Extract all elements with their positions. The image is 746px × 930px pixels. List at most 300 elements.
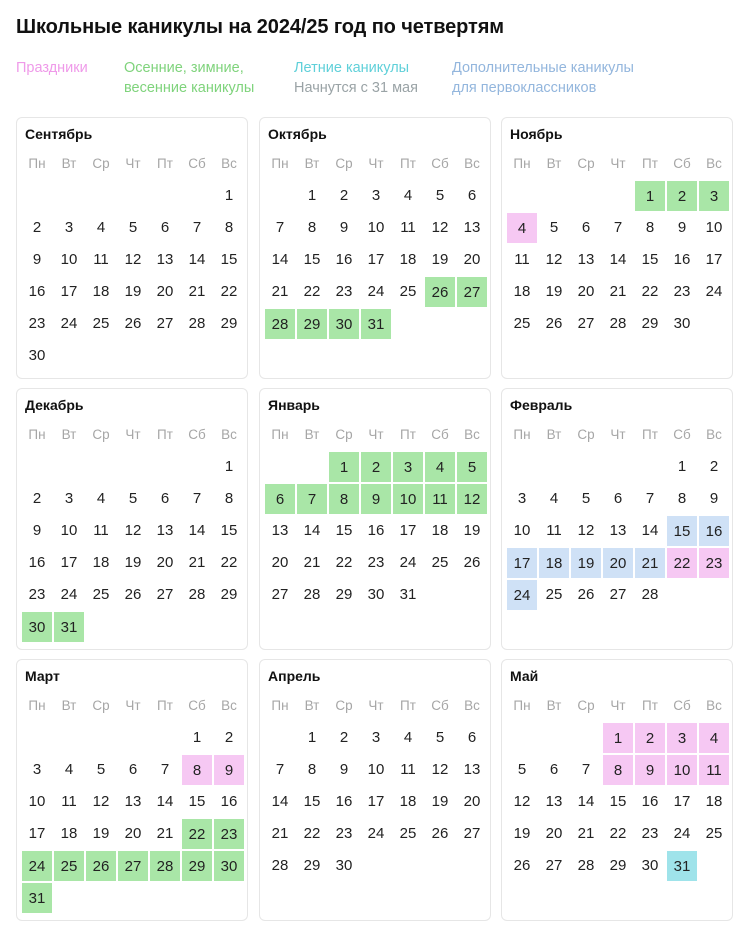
weekday-label: Вт — [61, 427, 77, 442]
month-card — [259, 117, 491, 379]
day-cell: 5 — [435, 729, 445, 746]
day-cell: 31 — [21, 882, 53, 914]
day-cell: 19 — [124, 554, 142, 571]
day-cell: 13 — [156, 522, 174, 539]
weekday-label: Пт — [157, 427, 173, 442]
weekday-label: Ср — [335, 698, 353, 713]
day-cell: 28 — [577, 857, 595, 874]
weekday-label: Чт — [125, 698, 141, 713]
day-cell: 1 — [328, 451, 360, 483]
day-cell: 9 — [213, 754, 245, 786]
day-cell: 30 — [367, 586, 385, 603]
weekday-label: Чт — [125, 156, 141, 171]
weekday-label: Пн — [28, 698, 46, 713]
day-cell: 16 — [335, 793, 353, 810]
day-cell: 16 — [220, 793, 238, 810]
day-cell: 24 — [367, 825, 385, 842]
day-cell: 1 — [307, 187, 317, 204]
day-cell: 4 — [403, 729, 413, 746]
day-cell: 1 — [677, 458, 687, 475]
day-cell: 12 — [92, 793, 110, 810]
weekday-label: Чт — [610, 156, 626, 171]
weekday-label: Вт — [304, 156, 320, 171]
day-cell: 22 — [609, 825, 627, 842]
day-cell: 6 — [467, 187, 477, 204]
day-cell: 28 — [303, 586, 321, 603]
day-cell: 9 — [634, 754, 666, 786]
day-cell: 7 — [275, 761, 285, 778]
day-cell: 6 — [264, 483, 296, 515]
day-cell: 16 — [28, 554, 46, 571]
day-cell: 28 — [188, 315, 206, 332]
day-cell: 2 — [360, 451, 392, 483]
day-cell: 4 — [403, 187, 413, 204]
day-cell: 29 — [296, 308, 328, 340]
day-cell: 17 — [399, 522, 417, 539]
day-cell: 24 — [60, 586, 78, 603]
day-cell: 19 — [431, 793, 449, 810]
day-cell: 7 — [192, 219, 202, 236]
day-cell: 27 — [463, 825, 481, 842]
day-cell: 26 — [513, 857, 531, 874]
day-cell: 1 — [307, 729, 317, 746]
day-cell: 22 — [220, 554, 238, 571]
day-cell: 17 — [705, 251, 723, 268]
month-name: Сентябрь — [25, 126, 93, 142]
day-cell: 4 — [96, 219, 106, 236]
day-cell: 19 — [545, 283, 563, 300]
day-cell: 4 — [424, 451, 456, 483]
legend-holidays-label: Праздники — [16, 60, 88, 76]
month-name: Октябрь — [268, 126, 327, 142]
day-cell: 12 — [124, 251, 142, 268]
day-cell: 14 — [303, 522, 321, 539]
day-cell: 11 — [400, 219, 416, 236]
day-cell: 5 — [435, 187, 445, 204]
day-cell: 7 — [613, 219, 623, 236]
day-cell: 8 — [181, 754, 213, 786]
day-cell: 5 — [128, 219, 138, 236]
weekday-label: Чт — [610, 698, 626, 713]
weekday-label: Чт — [610, 427, 626, 442]
day-cell: 25 — [513, 315, 531, 332]
day-cell: 13 — [463, 761, 481, 778]
day-cell: 9 — [360, 483, 392, 515]
day-cell: 27 — [117, 850, 149, 882]
day-cell: 18 — [92, 554, 110, 571]
weekday-label: Ср — [577, 156, 595, 171]
day-cell: 14 — [188, 251, 206, 268]
day-cell: 2 — [339, 187, 349, 204]
month-name: Апрель — [268, 668, 321, 684]
day-cell: 28 — [264, 308, 296, 340]
day-cell: 22 — [303, 283, 321, 300]
day-cell: 8 — [645, 219, 655, 236]
day-cell: 2 — [634, 722, 666, 754]
day-cell: 12 — [577, 522, 595, 539]
day-cell: 28 — [188, 586, 206, 603]
day-cell: 18 — [60, 825, 78, 842]
day-cell: 23 — [213, 818, 245, 850]
day-cell: 24 — [21, 850, 53, 882]
weekday-label: Пн — [28, 427, 46, 442]
day-cell: 26 — [463, 554, 481, 571]
weekday-label: Сб — [673, 698, 691, 713]
weekday-label: Пт — [400, 156, 416, 171]
legend-summer-break-line1: Летние каникулы — [294, 60, 410, 76]
day-cell: 23 — [335, 283, 353, 300]
day-cell: 21 — [188, 283, 206, 300]
day-cell: 24 — [673, 825, 691, 842]
weekday-label: Сб — [431, 427, 449, 442]
day-cell: 3 — [64, 490, 74, 507]
day-cell: 20 — [545, 825, 563, 842]
day-cell: 9 — [677, 219, 687, 236]
day-cell: 19 — [431, 251, 449, 268]
weekday-label: Чт — [125, 427, 141, 442]
day-cell: 19 — [124, 283, 142, 300]
day-cell: 15 — [609, 793, 627, 810]
day-cell: 26 — [431, 825, 449, 842]
day-cell: 10 — [513, 522, 531, 539]
weekday-label: Вт — [546, 698, 562, 713]
day-cell: 14 — [577, 793, 595, 810]
day-cell: 25 — [545, 586, 563, 603]
day-cell: 20 — [463, 251, 481, 268]
day-cell: 29 — [641, 315, 659, 332]
day-cell: 7 — [645, 490, 655, 507]
month-card — [501, 388, 733, 650]
weekday-label: Пн — [513, 156, 531, 171]
day-cell: 21 — [271, 283, 289, 300]
day-cell: 1 — [634, 180, 666, 212]
day-cell: 14 — [188, 522, 206, 539]
weekday-label: Пн — [513, 698, 531, 713]
day-cell: 18 — [705, 793, 723, 810]
day-cell: 16 — [641, 793, 659, 810]
day-cell: 11 — [93, 251, 109, 268]
day-cell: 2 — [339, 729, 349, 746]
day-cell: 3 — [666, 722, 698, 754]
weekday-label: Вт — [546, 427, 562, 442]
day-cell: 8 — [224, 490, 234, 507]
day-cell: 17 — [60, 554, 78, 571]
day-cell: 12 — [124, 522, 142, 539]
day-cell: 10 — [367, 761, 385, 778]
weekday-label: Вт — [304, 698, 320, 713]
day-cell: 20 — [156, 554, 174, 571]
legend-first-graders — [452, 58, 634, 98]
day-cell: 7 — [296, 483, 328, 515]
day-cell: 27 — [156, 315, 174, 332]
day-cell: 17 — [367, 251, 385, 268]
day-cell: 12 — [545, 251, 563, 268]
day-cell: 3 — [517, 490, 527, 507]
day-cell: 11 — [546, 522, 562, 539]
day-cell: 9 — [339, 761, 349, 778]
day-cell: 20 — [156, 283, 174, 300]
day-cell: 28 — [641, 586, 659, 603]
weekday-label: Пт — [157, 698, 173, 713]
day-cell: 21 — [188, 554, 206, 571]
day-cell: 9 — [709, 490, 719, 507]
weekday-label: Вс — [706, 698, 722, 713]
day-cell: 6 — [581, 219, 591, 236]
day-cell: 27 — [577, 315, 595, 332]
day-cell: 31 — [53, 611, 85, 643]
weekday-label: Ср — [92, 156, 110, 171]
day-cell: 16 — [698, 515, 730, 547]
day-cell: 10 — [60, 251, 78, 268]
day-cell: 20 — [271, 554, 289, 571]
day-cell: 22 — [335, 554, 353, 571]
day-cell: 23 — [367, 554, 385, 571]
day-cell: 11 — [698, 754, 730, 786]
day-cell: 8 — [677, 490, 687, 507]
day-cell: 25 — [431, 554, 449, 571]
day-cell: 13 — [609, 522, 627, 539]
day-cell: 27 — [456, 276, 488, 308]
day-cell: 8 — [602, 754, 634, 786]
day-cell: 25 — [705, 825, 723, 842]
day-cell: 26 — [85, 850, 117, 882]
weekday-label: Сб — [673, 156, 691, 171]
day-cell: 25 — [399, 283, 417, 300]
day-cell: 23 — [28, 586, 46, 603]
month-card — [501, 117, 733, 379]
day-cell: 1 — [192, 729, 202, 746]
day-cell: 5 — [456, 451, 488, 483]
weekday-label: Пт — [157, 156, 173, 171]
day-cell: 18 — [92, 283, 110, 300]
month-name: Май — [510, 668, 539, 684]
month-card — [501, 659, 733, 921]
day-cell: 27 — [271, 586, 289, 603]
weekday-label: Чт — [368, 156, 384, 171]
day-cell: 15 — [666, 515, 698, 547]
day-cell: 5 — [581, 490, 591, 507]
day-cell: 23 — [335, 825, 353, 842]
day-cell: 11 — [93, 522, 109, 539]
day-cell: 18 — [399, 251, 417, 268]
weekday-label: Чт — [368, 427, 384, 442]
day-cell: 17 — [506, 547, 538, 579]
legend-school-breaks-line1: Осенние, зимние, — [124, 60, 244, 76]
day-cell: 9 — [339, 219, 349, 236]
day-cell: 22 — [666, 547, 698, 579]
weekday-label: Вс — [464, 156, 480, 171]
day-cell: 22 — [641, 283, 659, 300]
day-cell: 24 — [60, 315, 78, 332]
day-cell: 13 — [156, 251, 174, 268]
day-cell: 21 — [156, 825, 174, 842]
day-cell: 16 — [367, 522, 385, 539]
month-card — [259, 659, 491, 921]
day-cell: 25 — [53, 850, 85, 882]
day-cell: 28 — [271, 857, 289, 874]
day-cell: 24 — [705, 283, 723, 300]
day-cell: 29 — [181, 850, 213, 882]
day-cell: 16 — [673, 251, 691, 268]
day-cell: 13 — [577, 251, 595, 268]
day-cell: 4 — [506, 212, 538, 244]
day-cell: 7 — [275, 219, 285, 236]
weekday-label: Вс — [221, 427, 237, 442]
day-cell: 2 — [32, 219, 42, 236]
day-cell: 30 — [335, 857, 353, 874]
weekday-label: Ср — [335, 156, 353, 171]
day-cell: 30 — [673, 315, 691, 332]
day-cell: 22 — [303, 825, 321, 842]
day-cell: 24 — [399, 554, 417, 571]
day-cell: 11 — [514, 251, 530, 268]
day-cell: 12 — [456, 483, 488, 515]
day-cell: 16 — [28, 283, 46, 300]
weekday-label: Пн — [28, 156, 46, 171]
month-name: Февраль — [510, 397, 573, 413]
weekday-label: Пн — [271, 427, 289, 442]
page-title: Школьные каникулы на 2024/25 год по четвертям — [16, 16, 504, 38]
legend-school-breaks-line2: весенние каникулы — [124, 80, 255, 96]
weekday-label: Сб — [431, 156, 449, 171]
day-cell: 8 — [224, 219, 234, 236]
day-cell: 19 — [463, 522, 481, 539]
day-cell: 26 — [124, 315, 142, 332]
day-cell: 31 — [666, 850, 698, 882]
day-cell: 18 — [538, 547, 570, 579]
day-cell: 13 — [271, 522, 289, 539]
month-name: Ноябрь — [510, 126, 563, 142]
day-cell: 27 — [156, 586, 174, 603]
weekday-label: Пт — [642, 427, 658, 442]
day-cell: 2 — [224, 729, 234, 746]
month-card — [259, 388, 491, 650]
day-cell: 23 — [673, 283, 691, 300]
weekday-label: Вт — [304, 427, 320, 442]
day-cell: 29 — [335, 586, 353, 603]
day-cell: 10 — [28, 793, 46, 810]
day-cell: 14 — [271, 793, 289, 810]
day-cell: 21 — [634, 547, 666, 579]
day-cell: 11 — [61, 793, 77, 810]
day-cell: 18 — [399, 793, 417, 810]
day-cell: 29 — [220, 586, 238, 603]
day-cell: 10 — [367, 219, 385, 236]
weekday-label: Пн — [513, 427, 531, 442]
day-cell: 28 — [609, 315, 627, 332]
day-cell: 18 — [513, 283, 531, 300]
month-card — [16, 117, 248, 379]
day-cell: 30 — [28, 347, 46, 364]
day-cell: 5 — [517, 761, 527, 778]
day-cell: 5 — [549, 219, 559, 236]
day-cell: 13 — [124, 793, 142, 810]
day-cell: 18 — [431, 522, 449, 539]
day-cell: 1 — [224, 187, 234, 204]
day-cell: 5 — [96, 761, 106, 778]
weekday-label: Вс — [464, 698, 480, 713]
day-cell: 26 — [124, 586, 142, 603]
day-cell: 15 — [641, 251, 659, 268]
month-name: Январь — [268, 397, 320, 413]
day-cell: 1 — [224, 458, 234, 475]
day-cell: 25 — [399, 825, 417, 842]
day-cell: 13 — [545, 793, 563, 810]
day-cell: 15 — [303, 251, 321, 268]
day-cell: 10 — [392, 483, 424, 515]
day-cell: 30 — [641, 857, 659, 874]
weekday-label: Пт — [400, 427, 416, 442]
day-cell: 19 — [570, 547, 602, 579]
weekday-label: Ср — [577, 427, 595, 442]
day-cell: 2 — [666, 180, 698, 212]
day-cell: 26 — [577, 586, 595, 603]
day-cell: 29 — [303, 857, 321, 874]
day-cell: 14 — [641, 522, 659, 539]
day-cell: 3 — [698, 180, 730, 212]
day-cell: 7 — [160, 761, 170, 778]
day-cell: 8 — [307, 761, 317, 778]
day-cell: 19 — [92, 825, 110, 842]
weekday-label: Вс — [221, 698, 237, 713]
legend-first-graders-line1: Дополнительные каникулы — [452, 60, 634, 76]
day-cell: 8 — [328, 483, 360, 515]
weekday-label: Ср — [92, 427, 110, 442]
legend-first-graders-line2: для первоклассников — [452, 80, 597, 96]
day-cell: 29 — [220, 315, 238, 332]
day-cell: 1 — [602, 722, 634, 754]
legend-holidays — [16, 58, 88, 78]
weekday-label: Вс — [706, 156, 722, 171]
day-cell: 24 — [506, 579, 538, 611]
day-cell: 28 — [149, 850, 181, 882]
day-cell: 20 — [124, 825, 142, 842]
day-cell: 12 — [513, 793, 531, 810]
day-cell: 30 — [328, 308, 360, 340]
day-cell: 2 — [32, 490, 42, 507]
weekday-label: Чт — [368, 698, 384, 713]
weekday-label: Сб — [673, 427, 691, 442]
weekday-label: Сб — [431, 698, 449, 713]
day-cell: 4 — [64, 761, 74, 778]
day-cell: 5 — [128, 490, 138, 507]
day-cell: 6 — [160, 490, 170, 507]
day-cell: 17 — [28, 825, 46, 842]
day-cell: 19 — [513, 825, 531, 842]
day-cell: 25 — [92, 586, 110, 603]
weekday-label: Пн — [271, 698, 289, 713]
day-cell: 6 — [467, 729, 477, 746]
day-cell: 10 — [60, 522, 78, 539]
day-cell: 9 — [32, 251, 42, 268]
day-cell: 10 — [705, 219, 723, 236]
day-cell: 15 — [220, 251, 238, 268]
day-cell: 31 — [360, 308, 392, 340]
day-cell: 11 — [400, 761, 416, 778]
weekday-label: Вт — [61, 156, 77, 171]
day-cell: 11 — [424, 483, 456, 515]
day-cell: 31 — [399, 586, 417, 603]
day-cell: 10 — [666, 754, 698, 786]
month-card — [16, 659, 248, 921]
day-cell: 2 — [709, 458, 719, 475]
day-cell: 7 — [192, 490, 202, 507]
weekday-label: Сб — [188, 698, 206, 713]
day-cell: 6 — [613, 490, 623, 507]
day-cell: 4 — [698, 722, 730, 754]
weekday-label: Ср — [577, 698, 595, 713]
weekday-label: Пн — [271, 156, 289, 171]
